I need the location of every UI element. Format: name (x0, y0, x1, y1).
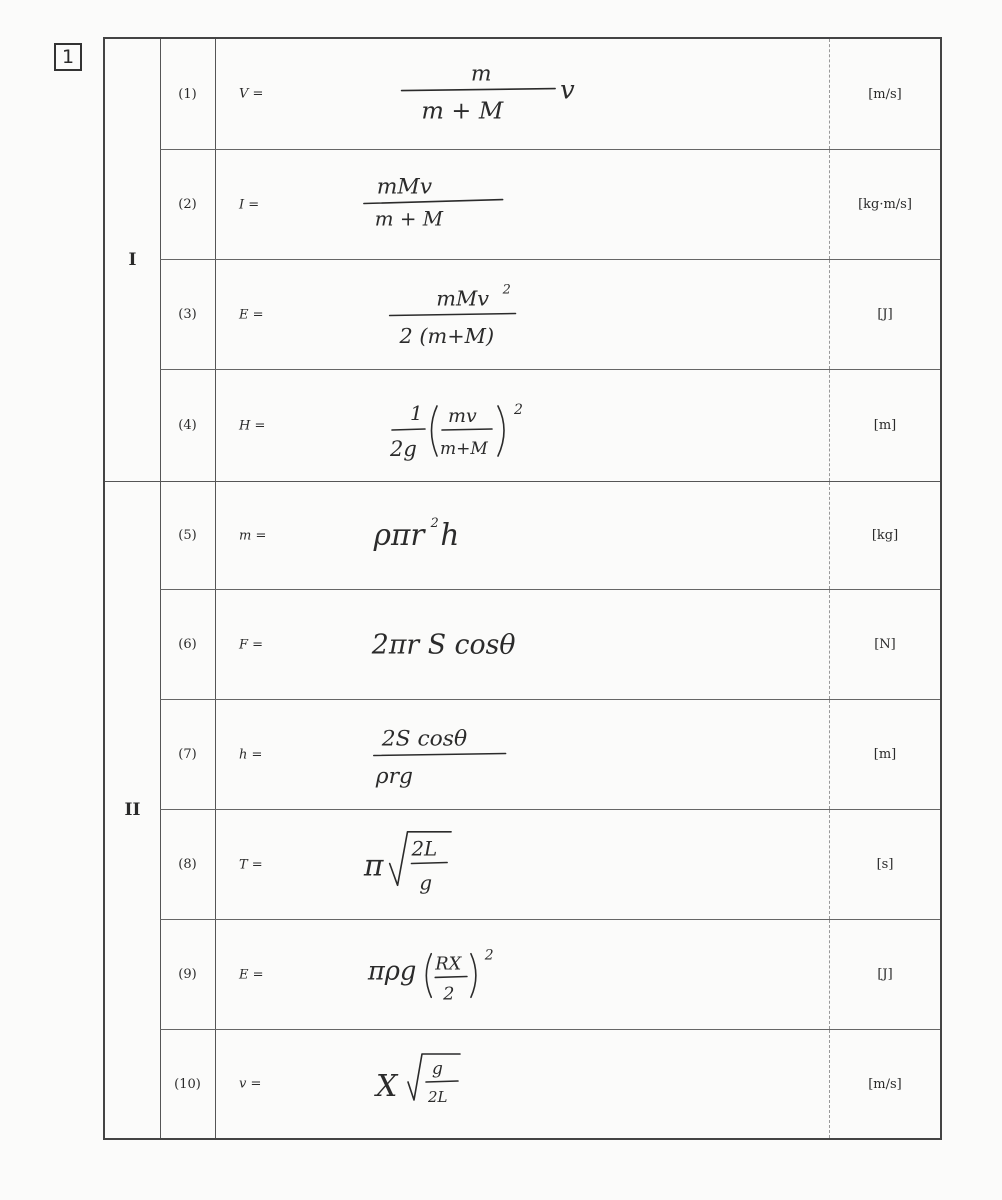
svg-text:1: 1 (410, 401, 423, 425)
svg-text:g: g (432, 1059, 443, 1079)
row-number: (10) (160, 1030, 216, 1138)
handwritten-formula (270, 370, 870, 481)
answer-handwriting (270, 590, 870, 699)
answer-variable: v = (239, 1076, 262, 1092)
group-label: II (105, 481, 161, 1138)
answer-variable: m = (239, 528, 267, 543)
answer-variable: H = (239, 418, 266, 433)
svg-text:m + M: m + M (374, 207, 444, 231)
svg-text:mMv: mMv (436, 286, 489, 311)
svg-text:mMv: mMv (376, 174, 433, 200)
group-one (105, 39, 940, 481)
svg-text:2: 2 (514, 402, 523, 418)
handwritten-formula (270, 1030, 870, 1138)
answer-row-9 (160, 920, 940, 1030)
answer-variable: V = (239, 86, 264, 102)
svg-text:h: h (440, 517, 460, 552)
unit-label: [s] (829, 810, 940, 919)
svg-text:2: 2 (484, 947, 494, 964)
handwritten-formula (270, 700, 870, 809)
answer-handwriting (270, 482, 870, 589)
answer-handwriting (270, 260, 870, 369)
answer-variable: T = (239, 857, 263, 872)
handwritten-formula (270, 810, 870, 919)
row-number: (8) (160, 810, 216, 919)
answer-variable: E = (239, 307, 264, 322)
answer-handwriting (270, 370, 870, 481)
svg-text:g: g (419, 871, 433, 895)
answer-variable: E = (239, 967, 264, 982)
answer-handwriting (270, 1030, 870, 1138)
answer-handwriting (270, 700, 870, 809)
answer-handwriting (270, 810, 870, 919)
answer-handwriting (270, 920, 870, 1029)
answer-row-5 (160, 481, 940, 590)
svg-text:2: 2 (502, 282, 511, 298)
answer-row-3 (160, 260, 940, 370)
svg-text:mv: mv (448, 405, 477, 427)
unit-label: [J] (829, 260, 940, 369)
answer-handwriting (270, 39, 870, 149)
svg-text:2: 2 (430, 516, 439, 532)
answer-row-6 (160, 590, 940, 700)
unit-label: [m] (829, 700, 940, 809)
answer-variable: h = (239, 747, 263, 762)
svg-text:πρg: πρg (367, 956, 417, 987)
unit-label: [kg] (829, 482, 940, 589)
svg-text:2S cosθ: 2S cosθ (381, 726, 468, 752)
row-number: (5) (160, 482, 216, 589)
svg-text:m+M: m+M (440, 439, 488, 459)
handwritten-formula (270, 150, 870, 259)
handwritten-formula (270, 590, 870, 699)
handwritten-formula (270, 920, 870, 1029)
unit-label: [m/s] (829, 39, 940, 149)
row-number: (3) (160, 260, 216, 369)
answer-handwriting (270, 150, 870, 259)
unit-label: [J] (829, 920, 940, 1029)
answer-row-2 (160, 150, 940, 260)
row-number: (1) (160, 39, 216, 149)
row-number: (7) (160, 700, 216, 809)
answer-row-7 (160, 700, 940, 810)
svg-text:2L: 2L (428, 1088, 448, 1106)
unit-label: [N] (829, 590, 940, 699)
svg-text:2πr S cosθ: 2πr S cosθ (371, 629, 516, 661)
svg-text:2 (m+M): 2 (m+M) (399, 324, 495, 349)
answer-variable: I = (239, 197, 260, 212)
svg-text:X: X (376, 1069, 398, 1104)
svg-text:ρrg: ρrg (375, 764, 413, 790)
svg-text:m: m (470, 61, 492, 87)
group-two (105, 481, 940, 1138)
unit-label: [m] (829, 370, 940, 481)
answer-row-10 (160, 1030, 940, 1138)
handwritten-formula (270, 482, 870, 589)
svg-text:ρπr: ρπr (373, 517, 425, 552)
answer-variable: F = (239, 637, 264, 652)
svg-text:2L: 2L (411, 837, 438, 861)
handwritten-formula (270, 260, 870, 369)
svg-text:π: π (363, 848, 384, 884)
group-label: I (105, 39, 161, 481)
svg-text:2: 2 (443, 983, 455, 1005)
answer-row-8 (160, 810, 940, 920)
answer-sheet (103, 37, 942, 1140)
row-number: (2) (160, 150, 216, 259)
unit-label: [kg·m/s] (829, 150, 940, 259)
svg-text:RX: RX (435, 953, 462, 975)
unit-label: [m/s] (829, 1030, 940, 1138)
row-number: (9) (160, 920, 216, 1029)
answer-row-4 (160, 370, 940, 481)
svg-text:m + M: m + M (421, 96, 504, 125)
svg-text:2g: 2g (390, 437, 417, 461)
answer-row-1 (160, 39, 940, 150)
handwritten-formula (270, 39, 870, 149)
question-number: 1 (54, 43, 82, 71)
row-number: (6) (160, 590, 216, 699)
row-number: (4) (160, 370, 216, 481)
svg-text:v: v (560, 75, 575, 106)
